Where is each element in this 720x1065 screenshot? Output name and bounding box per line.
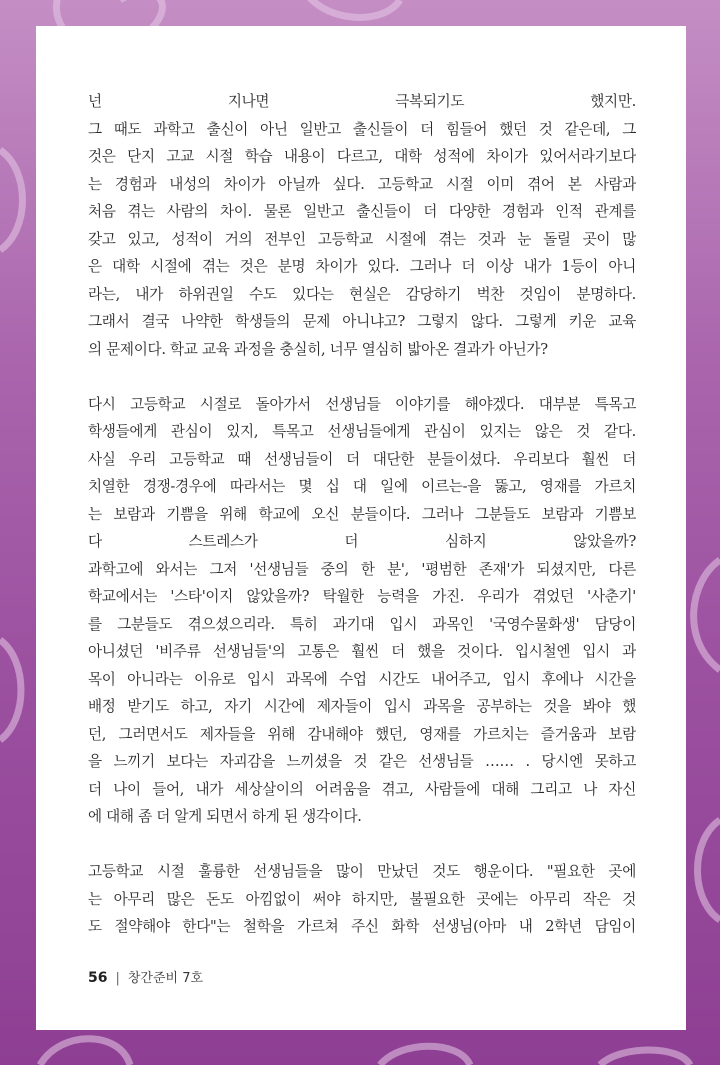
paragraph xyxy=(88,858,636,941)
text-line: 에 대해 좀 더 알게 되면서 하게 된 생각이다. xyxy=(88,808,362,825)
text-line: 사실 우리 고등학교 때 선생님들이 더 대단한 분들이셨다. 우리보다 훨씬 더 xyxy=(88,450,636,468)
text-line: 는 경험과 내성의 차이가 아닐까 싶다. 고등학교 시절 이미 겪어 본 사람과 xyxy=(88,175,636,193)
text-line: 넌 지나면 극복되기도 했지만. xyxy=(88,93,636,110)
paragraph xyxy=(88,88,636,363)
text-line: 는 아무리 많은 돈도 아낌없이 써야 하지만, 불필요한 곳에는 아무리 작은 것 xyxy=(88,890,636,908)
text-line: 처음 겪는 사람의 차이. 물론 일반고 출신들이 더 다양한 경험과 인적 관계를 xyxy=(88,203,636,220)
text-line: 그 때도 과학고 출신이 아닌 일반고 출신들이 더 힘들어 했던 것 같은데, 그 xyxy=(88,120,636,138)
text-line: 던, 그러면서도 제자들을 위해 감내해야 했던, 영재를 가르치는 즐거움과 보람 xyxy=(88,725,636,743)
text-line: 과학고에 와서는 그저 '선생님들 중의 한 분', '평범한 존재'가 되셨지만, 다른 xyxy=(88,560,636,578)
text-line: 의 문제이다. 학교 교육 과정을 충실히, 너무 열심히 밟아온 결과가 아닌가? xyxy=(88,340,548,358)
text-line: 목이 아니라는 이유로 입시 과목에 수업 시간도 내어주고, 입시 후에나 시간을 xyxy=(88,670,636,688)
text-line: 라는, 내가 하위권일 수도 있다는 현실은 감당하기 벅찬 것임이 분명하다. xyxy=(88,285,636,303)
document-page xyxy=(36,26,686,1030)
paragraph-gap xyxy=(88,363,636,391)
text-line: 학생들에게 관심이 있지, 특목고 선생님들에게 관심이 있지는 않은 것 같다. xyxy=(88,423,636,440)
text-line: 학교에서는 '스타'이지 않았을까? 탁월한 능력을 가진. 우리가 겪었던 '사춘기' xyxy=(88,588,636,605)
text-line: 그래서 결국 나약한 학생들의 문제 아니냐고? 그렇지 않다. 그렇게 키운 교육 xyxy=(88,313,636,330)
publication-name: 창간준비 7호 xyxy=(127,971,204,986)
text-line: 도 절약해야 한다"는 철학을 가르쳐 주신 화학 선생님(아마 내 2학년 담임이 xyxy=(88,918,636,935)
text-line: 은 대학 시절에 겪는 것은 분명 차이가 있다. 그러나 더 이상 내가 1등이 아니 xyxy=(88,258,636,275)
text-line: 치열한 경쟁-경우에 따라서는 몇 십 대 일에 이르는-을 뚫고, 영재를 가르치 xyxy=(88,478,636,495)
text-line: 배정 받기도 하고, 자기 시간에 제자들이 입시 과목을 공부하는 것을 봐야 했 xyxy=(88,698,636,715)
text-line: 는 보람과 기쁨을 위해 학교에 오신 분들이다. 그러나 그분들도 보람과 기쁨보 xyxy=(88,505,636,523)
text-line: 것은 단지 고교 시절 학습 내용이 다르고, 대학 성적에 차이가 있어서라기보다 xyxy=(88,148,636,165)
footer-separator: | xyxy=(115,971,120,986)
text-line: 아니셨던 '비주류 선생님들'의 고통은 훨씬 더 했을 것이다. 입시철엔 입시 과 xyxy=(88,643,636,660)
paragraph-gap xyxy=(88,831,636,859)
text-line: 다 스트레스가 더 심하지 않았을까? xyxy=(88,533,636,550)
text-line: 고등학교 시절 훌륭한 선생님들을 많이 만났던 것도 행운이다. "필요한 곳에 xyxy=(88,863,636,880)
page-number: 56 xyxy=(88,970,108,986)
page-footer xyxy=(88,966,203,990)
text-line: 다시 고등학교 시절로 돌아가서 선생님들 이야기를 해야겠다. 대부분 특목고 xyxy=(88,395,636,413)
article-body xyxy=(88,88,636,941)
text-line: 더 나이 들어, 내가 세상살이의 어려움을 겪고, 사람들에 대해 그리고 나 자신 xyxy=(88,780,636,798)
text-line: 갖고 있고, 성적이 거의 전부인 고등학교 시절에 겪는 것과 눈 돌릴 곳이 많 xyxy=(88,230,636,248)
text-line: 를 그분들도 겪으셨으리라. 특히 과기대 입시 과목인 '국영수물화생' 담당이 xyxy=(88,615,636,633)
paragraph xyxy=(88,391,636,831)
text-line: 을 느끼기 보다는 자괴감을 느끼셨을 것 같은 선생님들 …… . 당시엔 못하고 xyxy=(88,753,636,770)
